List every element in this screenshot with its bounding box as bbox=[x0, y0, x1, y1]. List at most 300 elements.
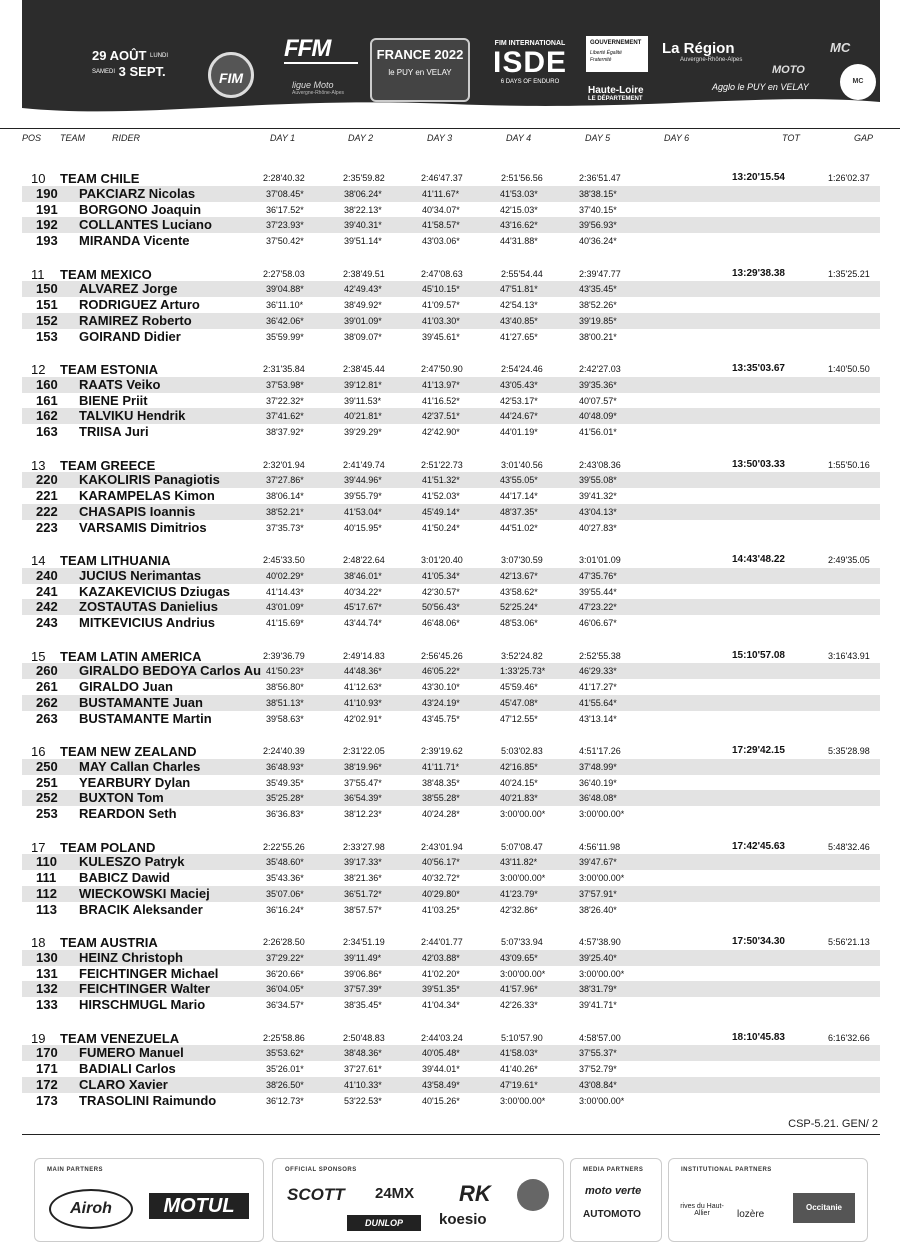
rider-day2: 36'54.39* bbox=[344, 793, 382, 804]
rider-row bbox=[22, 950, 880, 966]
column-header-row bbox=[0, 128, 900, 149]
rider-name: JUCIUS Nerimantas bbox=[79, 567, 202, 583]
rider-number: 130 bbox=[36, 949, 58, 965]
rider-row bbox=[22, 1061, 880, 1077]
rider-day3: 43'30.10* bbox=[422, 682, 460, 693]
team-day3: 2:43'01.94 bbox=[421, 841, 463, 852]
rider-day1: 36'11.10* bbox=[266, 300, 304, 311]
rider-name: BADIALI Carlos bbox=[79, 1061, 176, 1077]
team-day5: 2:52'55.38 bbox=[579, 650, 621, 661]
rider-day4: 3:00'00.00* bbox=[500, 873, 546, 884]
team-day5: 4:57'38.90 bbox=[579, 937, 621, 947]
rider-number: 133 bbox=[36, 997, 58, 1013]
rider-day3: 41'11.71* bbox=[422, 761, 460, 772]
rider-name: MIRANDA Vicente bbox=[79, 233, 190, 249]
rider-name: FEICHTINGER Walter bbox=[79, 981, 210, 997]
rider-day2: 39'11.49* bbox=[344, 952, 382, 963]
date-end: 3 SEPT. bbox=[118, 64, 166, 80]
team-day4: 5:10'57.90 bbox=[501, 1032, 543, 1043]
rider-day4: 42'32.86* bbox=[500, 904, 538, 915]
team-results bbox=[0, 170, 900, 1125]
rider-day1: 41'14.43* bbox=[266, 586, 304, 597]
rider-row bbox=[22, 329, 880, 345]
rk-logo: RK bbox=[459, 1181, 491, 1206]
team-gap: 5:48'32.46 bbox=[828, 841, 870, 852]
rider-name: BRACIK Aleksander bbox=[79, 901, 203, 917]
rider-day2: 53'22.53* bbox=[344, 1095, 382, 1106]
team-gap: 6:16'32.66 bbox=[828, 1032, 870, 1043]
team-position: 13 bbox=[31, 457, 46, 473]
rider-day3: 50'56.43* bbox=[422, 602, 460, 613]
team-position: 10 bbox=[31, 171, 46, 186]
rider-name: CHASAPIS Ioannis bbox=[79, 503, 196, 519]
moto-verte-logo: moto verte bbox=[585, 1185, 642, 1197]
rider-name: BUSTAMANTE Juan bbox=[79, 694, 203, 710]
rider-row bbox=[22, 902, 880, 918]
team-day3: 2:47'50.90 bbox=[421, 364, 463, 374]
rider-day1: 38'51.13* bbox=[266, 697, 304, 708]
rider-day2: 39'29.29* bbox=[344, 427, 382, 438]
ffm-logo-underline bbox=[284, 62, 358, 64]
team-name: TEAM GREECE bbox=[60, 457, 156, 473]
rider-day3: 41'09.57* bbox=[422, 300, 460, 311]
rider-day5: 39'25.40* bbox=[579, 952, 617, 963]
team-gap: 3:16'43.91 bbox=[828, 650, 870, 661]
team-block bbox=[0, 839, 900, 935]
rider-number: 192 bbox=[36, 217, 58, 233]
rider-day4: 41'27.65* bbox=[500, 331, 538, 342]
rider-number: 191 bbox=[36, 201, 58, 217]
rider-day2: 38'22.13* bbox=[344, 204, 382, 215]
motul-logo: MOTUL bbox=[149, 1193, 249, 1219]
team-position: 16 bbox=[31, 744, 46, 759]
team-position: 15 bbox=[31, 648, 46, 664]
rider-day3: 41'58.57* bbox=[422, 220, 460, 231]
24mx-logo: 24MX bbox=[375, 1185, 415, 1202]
rider-row bbox=[22, 775, 880, 791]
rider-day5: 46'06.67* bbox=[579, 618, 617, 629]
rider-day4: 43'55.05* bbox=[500, 475, 538, 486]
rider-day5: 37'40.15* bbox=[579, 204, 617, 215]
team-position: 11 bbox=[31, 266, 45, 282]
rider-day3: 38'55.28* bbox=[422, 793, 460, 804]
rider-number: 112 bbox=[36, 885, 57, 901]
rider-day1: 36'04.05* bbox=[266, 984, 304, 995]
rider-number: 161 bbox=[36, 392, 58, 408]
rider-day3: 45'10.15* bbox=[422, 284, 460, 295]
team-name: TEAM NEW ZEALAND bbox=[60, 744, 197, 759]
rider-row bbox=[22, 790, 880, 806]
rider-day4: 44'01.19* bbox=[500, 427, 538, 438]
media-partners-label: MEDIA PARTNERS bbox=[583, 1167, 644, 1173]
rider-row bbox=[22, 695, 880, 711]
rider-day2: 39'55.79* bbox=[344, 491, 382, 502]
team-day5: 2:39'47.77 bbox=[579, 268, 621, 279]
media-partners-panel bbox=[570, 1158, 662, 1242]
rider-day4: 48'37.35* bbox=[500, 506, 538, 517]
lozere-logo: lozère bbox=[737, 1209, 765, 1220]
rider-day5: 41'17.27* bbox=[579, 682, 617, 693]
rider-number: 170 bbox=[36, 1045, 58, 1061]
team-gap: 2:49'35.05 bbox=[828, 555, 870, 565]
rider-day3: 41'50.24* bbox=[422, 522, 460, 533]
team-day1: 2:39'36.79 bbox=[263, 650, 305, 661]
rives-haut-allier-logo: rives du Haut-Allier bbox=[680, 1203, 724, 1217]
rider-day3: 43'58.49* bbox=[422, 1079, 460, 1090]
rider-day2: 41'53.04* bbox=[344, 506, 382, 517]
rider-number: 153 bbox=[36, 328, 58, 344]
team-day4: 2:55'54.44 bbox=[501, 268, 543, 279]
rider-number: 152 bbox=[36, 312, 58, 328]
team-position: 19 bbox=[31, 1030, 46, 1046]
rider-row bbox=[22, 393, 880, 409]
rider-day2: 38'48.36* bbox=[344, 1048, 382, 1059]
rider-day5: 37'57.91* bbox=[579, 888, 617, 899]
team-day2: 2:33'27.98 bbox=[343, 841, 385, 852]
team-block bbox=[0, 934, 900, 1030]
team-day1: 2:26'28.50 bbox=[263, 937, 305, 947]
rider-day4: 43'58.62* bbox=[500, 586, 538, 597]
rider-day5: 46'29.33* bbox=[579, 666, 617, 677]
rider-number: 132 bbox=[36, 981, 58, 997]
rider-name: YEARBURY Dylan bbox=[79, 774, 191, 790]
team-day5: 4:58'57.00 bbox=[579, 1032, 621, 1043]
rider-name: PAKCIARZ Nicolas bbox=[79, 185, 196, 201]
rider-name: MITKEVICIUS Andrius bbox=[79, 615, 216, 631]
rider-day5: 36'40.19* bbox=[579, 777, 617, 788]
team-day5: 2:42'27.03 bbox=[579, 364, 621, 374]
rider-day1: 35'48.60* bbox=[266, 857, 304, 868]
rider-day4: 42'16.85* bbox=[500, 761, 538, 772]
team-day3: 2:46'47.37 bbox=[421, 173, 463, 183]
rider-number: 111 bbox=[36, 870, 57, 886]
team-row bbox=[22, 457, 880, 473]
rider-row bbox=[22, 1093, 880, 1109]
rider-day4: 44'17.14* bbox=[500, 491, 538, 502]
rider-day2: 38'49.92* bbox=[344, 300, 382, 311]
rider-day1: 38'26.50* bbox=[266, 1079, 304, 1090]
rider-row bbox=[22, 202, 880, 218]
occitanie-logo: Occitanie bbox=[793, 1193, 855, 1223]
team-day2: 2:41'49.74 bbox=[343, 459, 385, 470]
rider-row bbox=[22, 520, 880, 536]
team-day2: 2:34'51.19 bbox=[343, 937, 385, 947]
team-row bbox=[22, 648, 880, 664]
col-day3: DAY 3 bbox=[427, 133, 453, 143]
rider-day4: 40'24.15* bbox=[500, 777, 538, 788]
team-day2: 2:38'49.51 bbox=[343, 268, 385, 279]
rider-day5: 39'56.93* bbox=[579, 220, 617, 231]
rider-day5: 3:00'00.00* bbox=[579, 809, 625, 820]
rider-row bbox=[22, 966, 880, 982]
rider-number: 193 bbox=[36, 233, 58, 249]
col-day6: DAY 6 bbox=[664, 133, 690, 143]
rider-day5: 38'52.26* bbox=[579, 300, 617, 311]
team-day5: 3:01'01.09 bbox=[579, 555, 621, 565]
institutional-partners-label: INSTITUTIONAL PARTNERS bbox=[681, 1167, 772, 1173]
rider-name: REARDON Seth bbox=[79, 806, 177, 822]
rider-day5: 43'13.14* bbox=[579, 713, 617, 724]
rider-name: KARAMPELAS Kimon bbox=[79, 488, 215, 504]
rider-number: 240 bbox=[36, 567, 58, 583]
col-day4: DAY 4 bbox=[506, 133, 532, 143]
rider-number: 243 bbox=[36, 615, 58, 631]
rider-number: 241 bbox=[36, 583, 58, 599]
rider-day4: 3:00'00.00* bbox=[500, 968, 546, 979]
team-gap: 1:55'50.16 bbox=[828, 459, 870, 470]
rider-number: 151 bbox=[36, 297, 58, 313]
rider-row bbox=[22, 711, 880, 727]
puy-en-velay-logo: Agglo le PUY en VELAY bbox=[712, 82, 809, 92]
rider-day5: 38'26.40* bbox=[579, 904, 617, 915]
team-day3: 2:56'45.26 bbox=[421, 650, 463, 661]
col-day2: DAY 2 bbox=[348, 133, 374, 143]
rider-day2: 38'12.23* bbox=[344, 809, 382, 820]
rider-day1: 37'27.86* bbox=[266, 475, 304, 486]
team-day3: 2:51'22.73 bbox=[421, 459, 463, 470]
team-block bbox=[0, 743, 900, 839]
rider-row bbox=[22, 233, 880, 249]
rider-number: 261 bbox=[36, 679, 58, 695]
region-logo: La Région Auvergne-Rhône-Alpes bbox=[662, 40, 743, 63]
sponsor-round-logo bbox=[517, 1179, 549, 1211]
rider-number: 190 bbox=[36, 185, 58, 201]
rider-day1: 36'17.52* bbox=[266, 204, 304, 215]
rider-name: RAATS Veiko bbox=[79, 376, 161, 392]
team-name: TEAM LATIN AMERICA bbox=[60, 648, 202, 664]
rider-day5: 43'35.45* bbox=[579, 284, 617, 295]
rider-row bbox=[22, 377, 880, 393]
rider-number: 131 bbox=[36, 965, 58, 981]
rider-number: 162 bbox=[36, 408, 58, 424]
rider-day4: 41'58.03* bbox=[500, 1048, 538, 1059]
rider-day1: 41'15.69* bbox=[266, 618, 304, 629]
team-day1: 2:28'40.32 bbox=[263, 173, 305, 183]
team-day4: 5:03'02.83 bbox=[501, 746, 543, 756]
team-name: TEAM AUSTRIA bbox=[60, 935, 158, 950]
rider-name: KAKOLIRIS Panagiotis bbox=[79, 472, 220, 488]
rider-day1: 36'36.83* bbox=[266, 809, 304, 820]
rider-day3: 40'29.80* bbox=[422, 888, 460, 899]
rider-day4: 52'25.24* bbox=[500, 602, 538, 613]
rider-number: 253 bbox=[36, 806, 58, 822]
rider-day1: 35'26.01* bbox=[266, 1064, 304, 1075]
rider-day5: 37'55.37* bbox=[579, 1048, 617, 1059]
rider-day5: 40'36.24* bbox=[579, 236, 617, 247]
date-start: 29 AOÛT bbox=[92, 48, 147, 63]
rider-day2: 37'57.39* bbox=[344, 984, 382, 995]
rider-day2: 41'10.33* bbox=[344, 1079, 382, 1090]
rider-row bbox=[22, 886, 880, 902]
rider-day5: 39'55.44* bbox=[579, 586, 617, 597]
rider-day1: 36'12.73* bbox=[266, 1095, 304, 1106]
team-day5: 2:36'51.47 bbox=[579, 173, 621, 183]
rider-day4: 3:00'00.00* bbox=[500, 1095, 546, 1106]
col-tot: TOT bbox=[782, 133, 800, 143]
rider-day1: 37'35.73* bbox=[266, 522, 304, 533]
rider-number: 242 bbox=[36, 599, 58, 615]
team-day4: 5:07'33.94 bbox=[501, 937, 543, 947]
rider-day4: 43'05.43* bbox=[500, 379, 538, 390]
team-total: 17:50'34.30 bbox=[732, 936, 785, 947]
team-total: 17:42'45.63 bbox=[732, 840, 785, 852]
team-day4: 2:51'56.56 bbox=[501, 173, 543, 183]
rider-number: 262 bbox=[36, 694, 58, 710]
rider-day5: 36'48.08* bbox=[579, 793, 617, 804]
rider-day2: 41'10.93* bbox=[344, 697, 382, 708]
rider-name: KULESZO Patryk bbox=[79, 854, 185, 870]
rider-day3: 46'05.22* bbox=[422, 666, 460, 677]
rider-day2: 38'57.57* bbox=[344, 904, 382, 915]
rider-day1: 38'06.14* bbox=[266, 491, 304, 502]
rider-day1: 37'50.42* bbox=[266, 236, 304, 247]
rider-day1: 38'56.80* bbox=[266, 682, 304, 693]
rider-row bbox=[22, 981, 880, 997]
team-gap: 1:35'25.21 bbox=[828, 268, 870, 279]
rider-day4: 48'53.06* bbox=[500, 618, 538, 629]
rider-day4: 44'24.67* bbox=[500, 411, 538, 422]
rider-day4: 43'11.82* bbox=[500, 857, 538, 868]
rider-day3: 39'45.61* bbox=[422, 331, 460, 342]
rider-day2: 38'35.45* bbox=[344, 1000, 382, 1011]
team-block bbox=[0, 552, 900, 648]
team-total: 13:50'03.33 bbox=[732, 458, 785, 470]
rider-day2: 39'40.31* bbox=[344, 220, 382, 231]
rider-day2: 40'21.81* bbox=[344, 411, 382, 422]
team-day2: 2:48'22.64 bbox=[343, 555, 385, 565]
rider-day3: 40'05.48* bbox=[422, 1048, 460, 1059]
rider-row bbox=[22, 186, 880, 202]
rider-name: COLLANTES Luciano bbox=[79, 217, 212, 233]
rider-number: 223 bbox=[36, 519, 58, 535]
rider-day2: 43'44.74* bbox=[344, 618, 382, 629]
scott-logo: SCOTT bbox=[287, 1185, 345, 1204]
rider-name: TALVIKU Hendrik bbox=[79, 408, 186, 424]
rider-day2: 44'48.36* bbox=[344, 666, 382, 677]
team-day4: 3:01'40.56 bbox=[501, 459, 543, 470]
col-pos: POS bbox=[22, 133, 42, 143]
rider-day1: 36'34.57* bbox=[266, 1000, 304, 1011]
team-day4: 3:07'30.59 bbox=[501, 555, 543, 565]
rider-day5: 3:00'00.00* bbox=[579, 873, 625, 884]
rider-number: 150 bbox=[36, 281, 58, 297]
rider-day3: 41'13.97* bbox=[422, 379, 460, 390]
rider-day2: 39'06.86* bbox=[344, 968, 382, 979]
rider-day5: 43'08.84* bbox=[579, 1079, 617, 1090]
rider-day2: 37'27.61* bbox=[344, 1064, 382, 1075]
rider-number: 263 bbox=[36, 710, 58, 726]
rider-day4: 47'19.61* bbox=[500, 1079, 538, 1090]
official-sponsors-label: OFFICIAL SPONSORS bbox=[285, 1167, 357, 1173]
rider-day4: 42'15.03* bbox=[500, 204, 538, 215]
rider-day4: 1:33'25.73* bbox=[500, 666, 546, 677]
rider-day5: 3:00'00.00* bbox=[579, 1095, 625, 1106]
haute-loire-logo: Haute-Loire LE DÉPARTEMENT bbox=[588, 85, 644, 102]
rider-day5: 38'00.21* bbox=[579, 331, 617, 342]
rider-row bbox=[22, 568, 880, 584]
rider-number: 172 bbox=[36, 1076, 58, 1092]
header-banner bbox=[22, 0, 880, 118]
rider-number: 220 bbox=[36, 472, 58, 488]
rider-row bbox=[22, 488, 880, 504]
team-gap: 1:40'50.50 bbox=[828, 364, 870, 374]
team-day5: 4:56'11.98 bbox=[579, 841, 621, 852]
rider-day2: 39'11.53* bbox=[344, 395, 382, 406]
rider-day2: 41'12.63* bbox=[344, 682, 382, 693]
rider-day5: 3:00'00.00* bbox=[579, 968, 625, 979]
col-team: TEAM bbox=[60, 133, 86, 143]
rider-day2: 36'51.72* bbox=[344, 888, 382, 899]
team-name: TEAM LITHUANIA bbox=[60, 553, 171, 568]
team-day5: 4:51'17.26 bbox=[579, 746, 621, 756]
team-day4: 2:54'24.46 bbox=[501, 364, 543, 374]
rider-day4: 40'21.83* bbox=[500, 793, 538, 804]
rider-day2: 42'49.43* bbox=[344, 284, 382, 295]
rider-day2: 40'15.95* bbox=[344, 522, 382, 533]
rider-day1: 36'16.24* bbox=[266, 904, 304, 915]
rider-day1: 36'20.66* bbox=[266, 968, 304, 979]
rider-day4: 42'13.67* bbox=[500, 570, 538, 581]
rider-day3: 40'15.26* bbox=[422, 1095, 460, 1106]
rider-row bbox=[22, 1077, 880, 1093]
rider-row bbox=[22, 408, 880, 424]
rider-day5: 40'27.83* bbox=[579, 522, 617, 533]
col-day1: DAY 1 bbox=[270, 133, 296, 143]
rider-day4: 44'51.02* bbox=[500, 522, 538, 533]
rider-name: RODRIGUEZ Arturo bbox=[79, 297, 200, 313]
rider-day4: 41'23.79* bbox=[500, 888, 538, 899]
rider-day3: 41'03.30* bbox=[422, 315, 460, 326]
team-position: 17 bbox=[31, 839, 46, 855]
rider-day1: 35'43.36* bbox=[266, 873, 304, 884]
rider-day2: 39'12.81* bbox=[344, 379, 382, 390]
rider-day5: 47'23.22* bbox=[579, 602, 617, 613]
rider-day3: 43'45.75* bbox=[422, 713, 460, 724]
rider-day3: 40'34.07* bbox=[422, 204, 460, 215]
rider-day3: 43'03.06* bbox=[422, 236, 460, 247]
rider-day3: 41'03.25* bbox=[422, 904, 460, 915]
rider-day4: 47'51.81* bbox=[500, 284, 538, 295]
rider-name: BIENE Priit bbox=[79, 392, 148, 408]
team-row bbox=[22, 839, 880, 855]
rider-name: BABICZ Dawid bbox=[79, 870, 170, 886]
rider-day4: 45'47.08* bbox=[500, 697, 538, 708]
rider-name: BUSTAMANTE Martin bbox=[79, 710, 212, 726]
rider-day5: 41'56.01* bbox=[579, 427, 617, 438]
rider-name: KAZAKEVICIUS Dziugas bbox=[79, 583, 230, 599]
rider-day4: 42'26.33* bbox=[500, 1000, 538, 1011]
rider-day3: 40'32.72* bbox=[422, 873, 460, 884]
airoh-logo: Airoh bbox=[49, 1189, 133, 1229]
rider-day1: 39'04.88* bbox=[266, 284, 304, 295]
rider-day4: 41'57.96* bbox=[500, 984, 538, 995]
team-day3: 3:01'20.40 bbox=[421, 555, 463, 565]
rider-name: RAMIREZ Roberto bbox=[79, 312, 192, 328]
rider-day3: 42'03.88* bbox=[422, 952, 460, 963]
rider-number: 171 bbox=[36, 1061, 58, 1077]
rider-day4: 41'53.03* bbox=[500, 188, 538, 199]
rider-name: HEINZ Christoph bbox=[79, 949, 183, 965]
team-block bbox=[0, 1030, 900, 1126]
rider-name: TRIISA Juri bbox=[79, 424, 149, 440]
rider-name: BUXTON Tom bbox=[79, 790, 164, 806]
document-code: CSP-5.21. GEN/ 2 bbox=[788, 1118, 878, 1130]
rider-name: VARSAMIS Dimitrios bbox=[79, 519, 207, 535]
team-row bbox=[22, 1030, 880, 1046]
rider-day5: 39'35.36* bbox=[579, 379, 617, 390]
team-row bbox=[22, 170, 880, 186]
team-day1: 2:25'58.86 bbox=[263, 1032, 305, 1043]
